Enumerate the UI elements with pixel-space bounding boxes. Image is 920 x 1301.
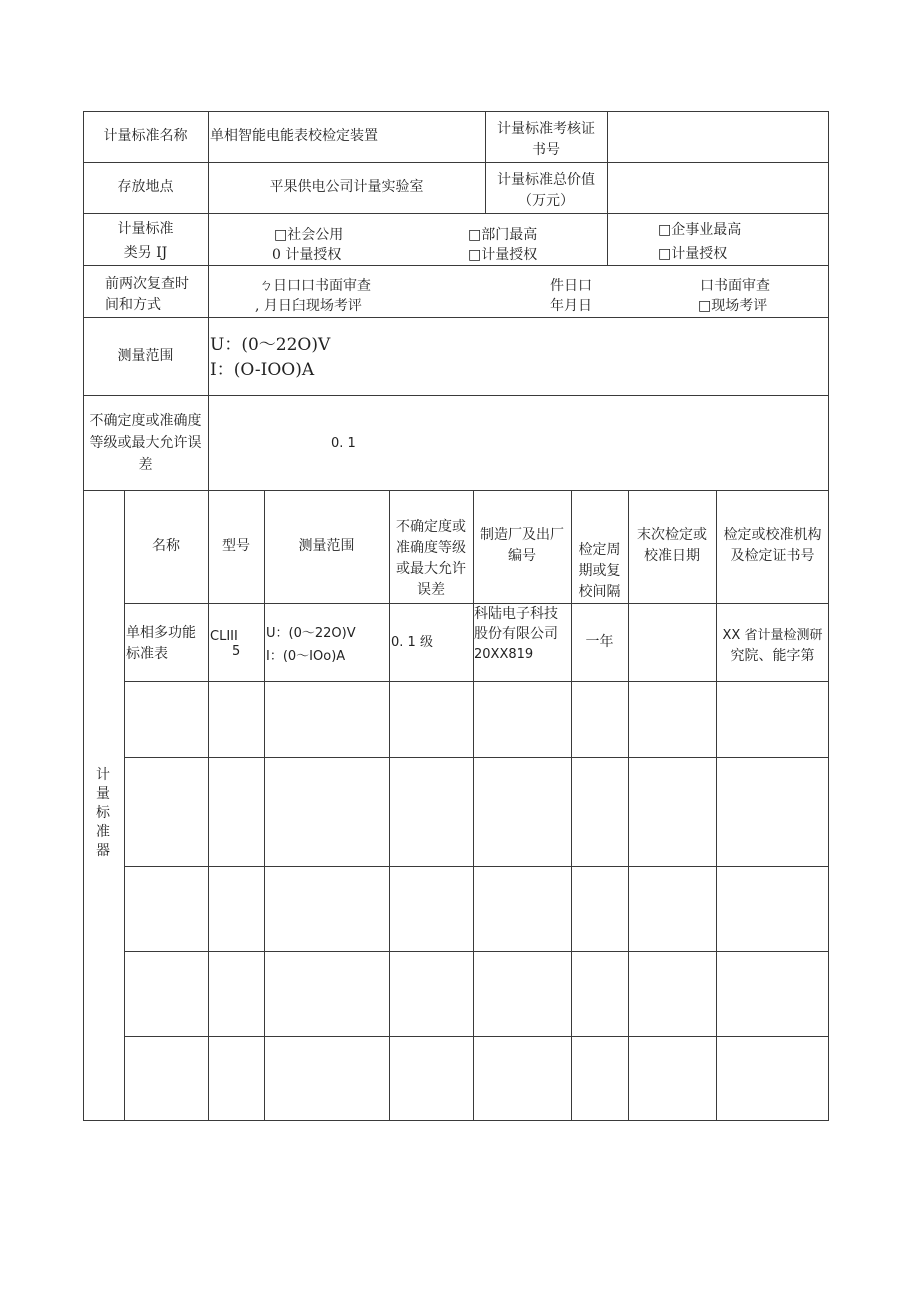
rule (83, 265, 829, 266)
cert-number-label-line1: 计量标准考核证 (497, 121, 595, 137)
rule (124, 681, 829, 682)
rule (83, 395, 829, 396)
review-label-line1: 前两次复查时 (105, 276, 189, 292)
category-authorized-option-2[interactable]: □计量授权 (468, 247, 538, 263)
range-current: I：(O-IOO)A (210, 360, 315, 380)
col-header-period-3: 校间隔 (578, 584, 621, 600)
rule (628, 490, 629, 1121)
category-label-line1: 计量标准 (117, 221, 174, 237)
equip-name-line1: 单相多功能 (126, 625, 196, 641)
equip-period: 一年 (585, 634, 614, 650)
rule (264, 490, 265, 1121)
col-header-last-date-1: 末次检定或 (637, 527, 707, 543)
equip-accuracy: 0. 1 级 (391, 635, 433, 650)
equip-institution-line1: XX 省计量检测研 (722, 628, 823, 643)
category-authorized-option-1[interactable]: 0 计量授权 (272, 247, 342, 263)
equip-serial-number: 20XX819 (474, 647, 534, 662)
rule (124, 490, 125, 1121)
category-enterprise-option[interactable]: □企事业最高 (658, 222, 742, 238)
rule (83, 490, 829, 491)
uncertainty-label-line1: 不确定度或准确度 (89, 413, 202, 429)
col-header-manufacturer-2: 编号 (508, 548, 536, 564)
review-second-written: 口书面审查 (700, 278, 770, 294)
metrology-standard-form (83, 111, 829, 1121)
col-header-name: 名称 (152, 538, 180, 554)
category-social-option[interactable]: □社会公用 (274, 227, 344, 243)
col-header-model: 型号 (222, 538, 250, 554)
total-value-label-line2: （万元） (518, 193, 574, 209)
col-header-uncertainty-1: 不确定度或 (396, 519, 466, 535)
rule (208, 111, 209, 490)
equip-model-line1: CLIII (210, 629, 238, 644)
standard-equipment-side-label: 计量标准器 (96, 767, 110, 859)
col-header-last-date-2: 校准日期 (644, 548, 700, 564)
review-second-date-1: 件日口 (550, 278, 592, 294)
location-label: 存放地点 (117, 179, 174, 195)
rule (607, 111, 608, 265)
review-label-line2: 间和方式 (105, 297, 161, 313)
rule (83, 213, 829, 214)
range-voltage: U：(0～22O)V (210, 335, 331, 355)
col-header-manufacturer-1: 制造厂及出厂 (480, 527, 564, 543)
rule (124, 1036, 829, 1037)
rule (83, 111, 829, 112)
review-first-onsite: , 月日臼现场考评 (255, 298, 362, 314)
col-header-uncertainty-3: 或最大允许 (396, 561, 466, 577)
equip-institution-line2: 究院、能字第 (730, 648, 815, 664)
total-value-label-line1: 计量标准总价值 (497, 172, 595, 188)
location-value: 平果供电公司计量实验室 (269, 179, 424, 195)
col-header-institution-2: 及检定证书号 (730, 548, 815, 564)
category-label-line2: 类另 IJ (123, 245, 168, 261)
rule (473, 490, 474, 1121)
review-second-date-2: 年月日 (550, 298, 592, 314)
review-second-onsite: □现场考评 (698, 298, 768, 314)
equip-range-current: I：(0～IOo)A (266, 649, 346, 664)
rule (208, 490, 209, 1121)
cert-number-label-line2: 书号 (532, 142, 560, 158)
rule (124, 951, 829, 952)
col-header-uncertainty-4: 误差 (417, 582, 445, 598)
uncertainty-label-line3: 差 (138, 457, 153, 473)
col-header-institution-1: 检定或校准机构 (723, 527, 822, 543)
col-header-range: 测量范围 (298, 538, 355, 554)
rule (83, 1120, 829, 1121)
review-first-written: ㄅ日口口书面审查 (259, 278, 371, 294)
col-header-uncertainty-2: 准确度等级 (396, 540, 466, 556)
rule (83, 317, 829, 318)
equip-manufacturer-line1: 科陆电子科技 (474, 606, 558, 622)
rule (83, 162, 829, 163)
rule (716, 490, 717, 1121)
rule (124, 866, 829, 867)
range-label: 测量范围 (117, 348, 174, 364)
standard-name-value: 单相智能电能表校检定装置 (210, 128, 378, 144)
rule (828, 111, 829, 1121)
rule (124, 757, 829, 758)
equip-manufacturer-line2: 股份有限公司 (474, 626, 558, 642)
category-authorized-option-3[interactable]: □计量授权 (658, 246, 728, 262)
equip-name-line2: 标准表 (126, 646, 168, 662)
col-header-period-1: 检定周 (578, 542, 621, 558)
standard-name-label: 计量标准名称 (103, 128, 188, 144)
uncertainty-label-line2: 等级或最大允许误 (89, 435, 202, 451)
category-dept-option[interactable]: □部门最高 (468, 227, 538, 243)
uncertainty-value: 0. 1 (331, 436, 356, 451)
equip-model-line2: 5 (232, 644, 241, 659)
equip-range-voltage: U：(0～22O)V (266, 626, 356, 641)
col-header-period-2: 期或复 (578, 563, 621, 579)
